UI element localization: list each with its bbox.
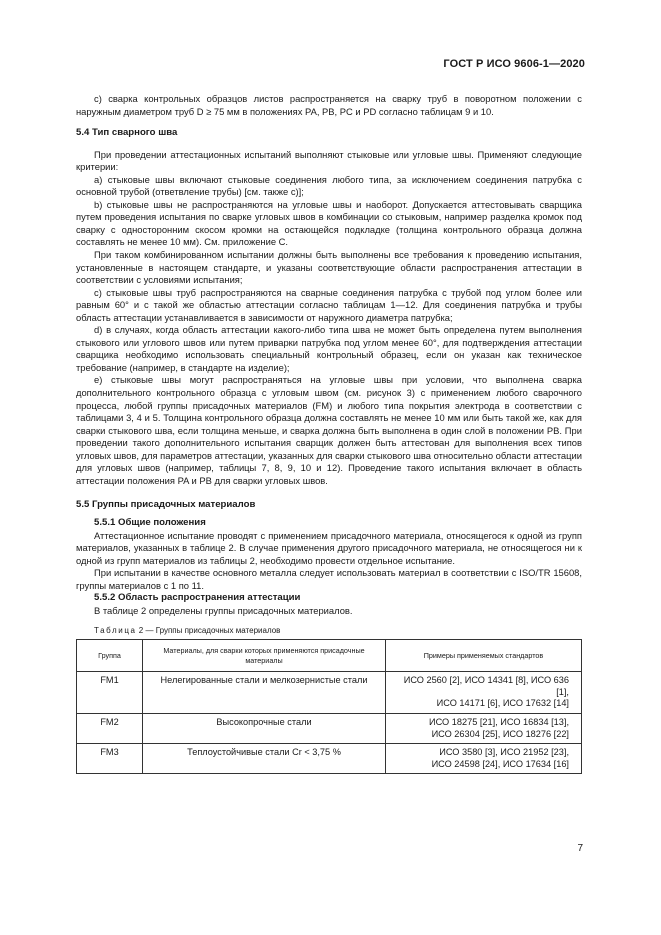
page-content [76,93,582,774]
document-id-header: ГОСТ Р ИСО 9606-1—2020 [443,58,585,70]
cell-group: FM1 [77,672,143,714]
cell-materials: Нелегированные стали и мелкозернистые стали [143,672,386,714]
paragraph-criterion-a: а) стыковые швы включают стыковые соединения любого типа, за исключением соединения патрубка с основной трубой (ответвление трубы) [см. также с)]; [76,173,582,198]
filler-groups-table [76,639,582,774]
table-header-row [77,640,582,672]
header-group: Группа [77,640,143,672]
paragraph-5-5-2: В таблице 2 определены группы присадочных материалов. [94,604,353,616]
section-heading-5-5-2: 5.5.2 Область распространения аттестации [94,592,301,604]
paragraph-5-5-1-a: Аттестационное испытание проводят с применением присадочного материала, относящегося к одной из групп материалов, указанных в таблице 2. В случае применения другого присадочного материала, не относящегося ни к одной из групп материалов из таблицы 2, необходимо провести отдельное испытание. [76,529,582,566]
table-row [77,672,582,714]
paragraph-criterion-c: c) стыковые швы труб распространяются на сварные соединения патрубка с трубой под углом более или равным 60° и с такой же областью аттестации согласно таблицам 1—12. Для соединения патрубка и трубы область аттестации устанавливается в зависимости от наружного диаметра патрубка; [76,286,582,323]
section-heading-5-5: 5.5 Группы присадочных материалов [76,499,256,511]
cell-standards [386,744,582,774]
table-caption-title: 2 — Группы присадочных материалов [136,626,281,636]
paragraph-criterion-b: b) стыковые швы не распространяются на угловые швы и наоборот. Допускается аттестовывать сварщика путем проведения испытания по сварке угловых швов в комбинации со стыковым, например разделка кромок под сварку с односторонним скосом кромки на остающейся подкладке (толщина контрольного образца должна составлять не менее 10 мм). См. приложение С. [76,198,582,248]
cell-standards-line: ИСО 18275 [21], ИСО 16834 [13], [429,716,569,727]
paragraph-5-5-1-b: При испытании в качестве основного металла следует использовать материал в соответствии с ISO/TR 15608, группы материалов с 1 по 11. [76,567,582,591]
cell-group: FM3 [77,744,143,774]
section-heading-5-5-1: 5.5.1 Общие положения [94,516,206,528]
cell-materials: Теплоустойчивые стали Cr < 3,75 % [143,744,386,774]
header-standards: Примеры применяемых стандартов [386,640,582,672]
paragraph-c-plates: c) сварка контрольных образцов листов распространяется на сварку труб в поворотном положении с наружным диаметром труб D ≥ 75 мм в положениях PA, PB, PC и PD согласно таблицам 9 и 10. [76,93,582,117]
table-caption [76,626,582,636]
paragraph-intro: При проведении аттестационных испытаний выполняют стыковые или угловые швы. Применяют следующие критерии: [76,148,582,173]
header-materials: Материалы, для сварки которых применяются присадочные материалы [143,640,386,672]
paragraph-criterion-d: d) в случаях, когда область аттестации какого-либо типа шва не может быть определена путем выполнения стыкового или углового швов или путем приварки патрубка под углом менее 60°, для подтверждения аттестации сварщика необходимо использовать специальный контрольный образец, если он указан как техническое требование (например, в стандарте на изделие); [76,324,582,373]
cell-standards [386,713,582,743]
paragraph-combined-test: При таком комбинированном испытании должны быть выполнены все требования к проведению испытания, установленные в настоящем стандарте, и указаны соответствующие области распространения аттестации в соответствии с условиями испытания; [76,249,582,286]
cell-standards-line: ИСО 24598 [24], ИСО 17634 [16] [431,758,569,769]
paragraph-criterion-e: e) стыковые швы могут распространяться на угловые швы при условии, что выполнена сварка дополнительного контрольного образца с угловым швом (см. рисунок 3) с применением любого сварочного процесса, любой группы присадочных материалов (FM) и любого типа покрытия электрода в соответствии с таблицами 3, 4 и 5. Толщина контрольного образца должна составлять не менее 10 мм или быть такой же, как для сварки стыкового шва, если толщина меньше, и сварка должна быть выполнена в один слой в положении PB. При проведении такого дополнительного испытания сварщик должен быть аттестован для выполнения всех типов угловых швов, для параметров аттестации, указанных для сварки стыкового шва относительно области аттестации для угловых швов (например, таблицы 7, 8, 9, 10 и 12). Проведение такого испытания включает в область аттестации положения PA и PB для сварки угловых швов. [76,374,582,486]
table-row [77,713,582,743]
table-row [77,744,582,774]
cell-materials: Высокопрочные стали [143,713,386,743]
page-number: 7 [577,843,583,854]
table-caption-word: Таблица [94,626,137,636]
cell-standards-line: ИСО 14171 [6], ИСО 17632 [14] [436,698,569,709]
cell-standards-line: ИСО 3580 [3], ИСО 21952 [23], [439,747,569,758]
section-heading-5-4: 5.4 Тип сварного шва [76,127,178,139]
cell-standards [386,672,582,714]
cell-standards-line: ИСО 2560 [2], ИСО 14341 [8], ИСО 636 [1], [403,675,569,697]
cell-standards-line: ИСО 26304 [25], ИСО 18276 [22] [431,728,569,739]
cell-group: FM2 [77,713,143,743]
